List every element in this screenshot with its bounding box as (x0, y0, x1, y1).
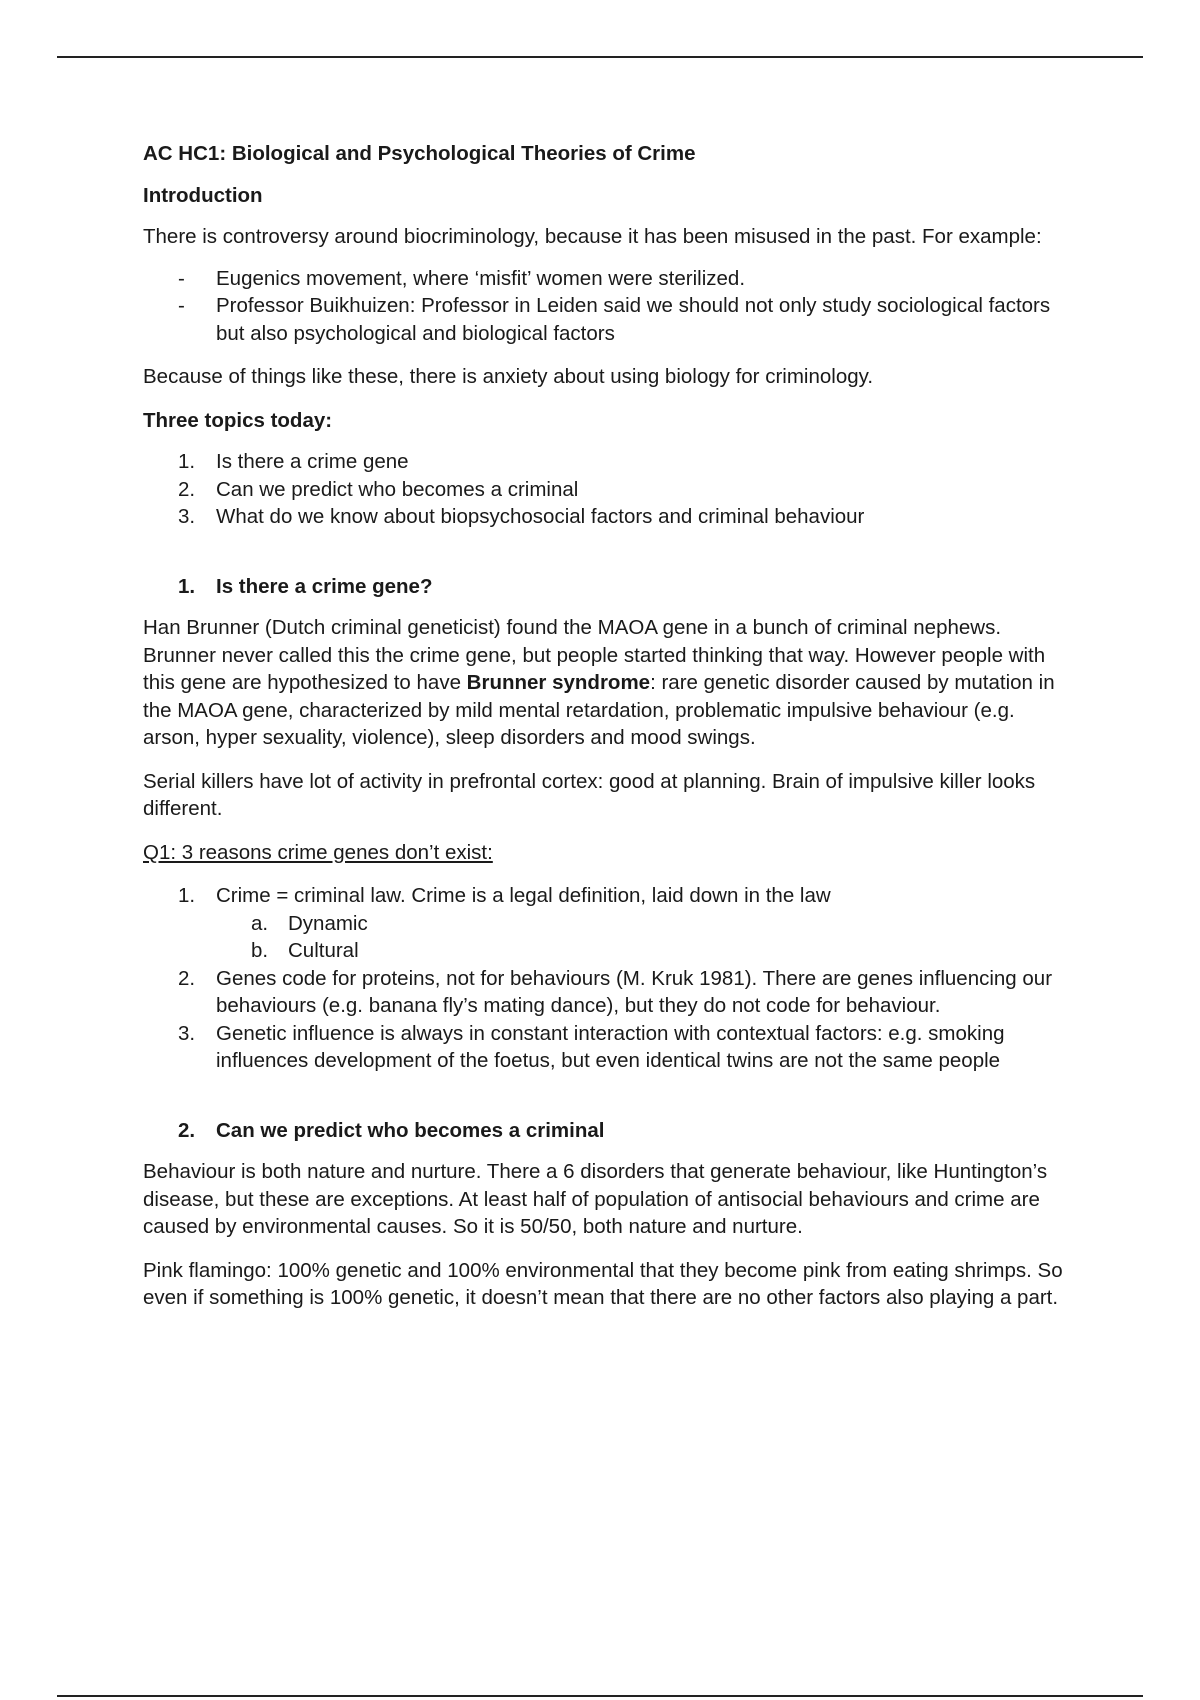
reasons-list (143, 882, 1063, 910)
list-item (143, 965, 1063, 1020)
brunner-paragraph (143, 614, 1063, 752)
list-item (143, 265, 1063, 293)
header-rule (57, 56, 1143, 58)
list-item (143, 503, 1063, 531)
list-item (143, 937, 1063, 965)
list-item-text: Is there a crime gene (216, 450, 409, 473)
list-item (143, 448, 1063, 476)
anxiety-paragraph: Because of things like these, there is anxiety about using biology for criminology. (143, 365, 874, 388)
list-item-text: What do we know about biopsychosocial factors and criminal behaviour (216, 505, 865, 528)
list-item-text: Genes code for proteins, not for behaviours (M. Kruk 1981). There are genes influencing our behaviours (e.g. banana fly’s mating dance), but they do not code for behaviour. (216, 966, 1053, 1017)
list-item-text: Can we predict who becomes a criminal (216, 477, 579, 501)
section-title: Can we predict who becomes a criminal (216, 1118, 605, 1142)
list-item (143, 910, 1063, 938)
section-title: Is there a crime gene? (216, 574, 433, 598)
intro-bullet-list (143, 265, 1063, 348)
footer-rule (57, 1695, 1143, 1697)
brunner-syndrome-term: Brunner syndrome (466, 671, 651, 694)
q1-heading: Q1: 3 reasons crime genes don’t exist: (143, 840, 493, 864)
nature-nurture-paragraph: Behaviour is both nature and nurture. There a 6 disorders that generate behaviour, like Huntington’s disease, but these are exceptions. At least half of population of antisocial behaviours and crime are caused by environmental causes. So it is 50/50, both nature and nurture. (143, 1160, 1048, 1238)
list-item-text: Professor Buikhuizen: Professor in Leiden said we should not only study sociological factors but also psychological and biological factors (216, 294, 1051, 345)
list-number: 1. (178, 884, 196, 907)
document-page (143, 140, 1063, 1328)
list-item-text: Dynamic (288, 911, 368, 935)
section-2-heading (143, 1117, 1063, 1145)
list-number: 3. (178, 505, 196, 528)
section-number: 1. (178, 574, 196, 598)
list-number: 2. (178, 966, 196, 990)
list-item-text: Crime = criminal law. Crime is a legal definition, laid down in the law (216, 884, 831, 907)
list-item (143, 882, 1063, 910)
list-number: 1. (178, 450, 196, 473)
list-letter: b. (251, 939, 269, 962)
list-item (143, 476, 1063, 504)
list-item-text: Genetic influence is always in constant interaction with contextual factors: e.g. smoking influences development of the foetus, but even identical twins are not the same people (216, 1021, 1005, 1072)
list-item-text: Eugenics movement, where ‘misfit’ women were sterilized. (216, 266, 746, 290)
document-title: AC HC1: Biological and Psychological Theories of Crime (143, 142, 696, 165)
intro-heading: Introduction (143, 183, 263, 207)
reason-1-sublist (143, 910, 1063, 965)
bullet-marker: - (178, 266, 185, 290)
topics-list (143, 448, 1063, 531)
list-item (143, 1020, 1063, 1075)
list-item (143, 292, 1063, 347)
list-item-text: Cultural (288, 939, 359, 962)
topics-heading: Three topics today: (143, 408, 333, 432)
reasons-list-continued (143, 965, 1063, 1075)
list-number: 2. (178, 477, 196, 501)
intro-paragraph: There is controversy around biocriminology, because it has been misused in the past. For example: (143, 225, 1042, 248)
text-run: Han Brunner (Dutch criminal geneticist) found the MAOA gene in a bunch of criminal nephews. Brunner never called this the crime gene, but people started thinking that way. However people with this gene are hypothesized to have (143, 616, 1046, 694)
text-run: : rare genetic disorder caused by mutation in the MAOA gene, characterized by mild mental retardation, problematic impulsive behaviour (e.g. arson, hyper sexuality, violence), sleep disorders and mood swings. (143, 671, 1055, 749)
serial-killers-paragraph: Serial killers have lot of activity in prefrontal cortex: good at planning. Brain of impulsive killer looks different. (143, 769, 1036, 820)
section-1-heading (143, 573, 1063, 601)
pink-flamingo-paragraph: Pink flamingo: 100% genetic and 100% environmental that they become pink from eating shrimps. So even if something is 100% genetic, it doesn’t mean that there are no other factors also playing a part. (143, 1258, 1063, 1309)
section-number: 2. (178, 1118, 196, 1142)
bullet-marker: - (178, 294, 185, 317)
list-letter: a. (251, 911, 269, 935)
list-number: 3. (178, 1021, 196, 1045)
